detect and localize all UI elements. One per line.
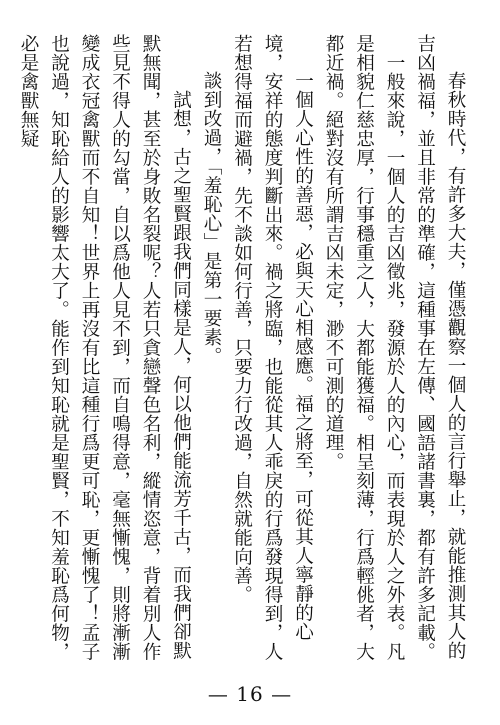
body-text <box>18 34 470 664</box>
paragraph-2: 一般來說，一個人的吉凶徵兆，發源於人的內心，而表現於人之外表。凡是相貌仁慈忠厚，行事穩重之人，大都能獲福。相呈刻薄，行爲輕佻者，大都近禍。絕對沒有所謂吉凶未定，渺不可測的道理。 <box>323 34 405 661</box>
paragraph-3: 一個人心性的善惡，必與天心相感應。福之將至，可從其人寧靜的心境，安祥的態度判斷出來。禍之將臨，也能從其人乖戾的行爲發現得到，人若想得福而避禍，先不談如何行善，只要力行改過，自然就能向善。 <box>231 34 314 661</box>
paragraph-5: 試想，古之聖賢跟我們同樣是人，何以他們能流芳千古，而我們卻默默無聞，甚至於身敗名裂呢？人若只貪戀聲色名利，縱情恣意，背着別人作些見不得人的勾當，自以爲他人見不到，而自鳴得意，毫無慚愧，則將漸漸變成衣冠禽獸而不自知！世界上再沒有比這種行爲更可恥，更慚愧了！孟子也說過，知恥給人的影響太大了。能作到知恥就是聖賢，不知羞恥爲何物，必是禽獸無疑 <box>18 34 192 661</box>
page-number: — 16 — <box>207 682 293 706</box>
paragraph-4: 談到改過，「羞恥心」是第一要素。 <box>201 71 222 366</box>
paragraph-1: 春秋時代，有許多大夫，僅憑觀察一個人的言行舉止，就能推測其人的吉凶禍福，並且非常的準確，這種事在左傳、國語諸書裏，都有許多記載。 <box>414 34 466 661</box>
